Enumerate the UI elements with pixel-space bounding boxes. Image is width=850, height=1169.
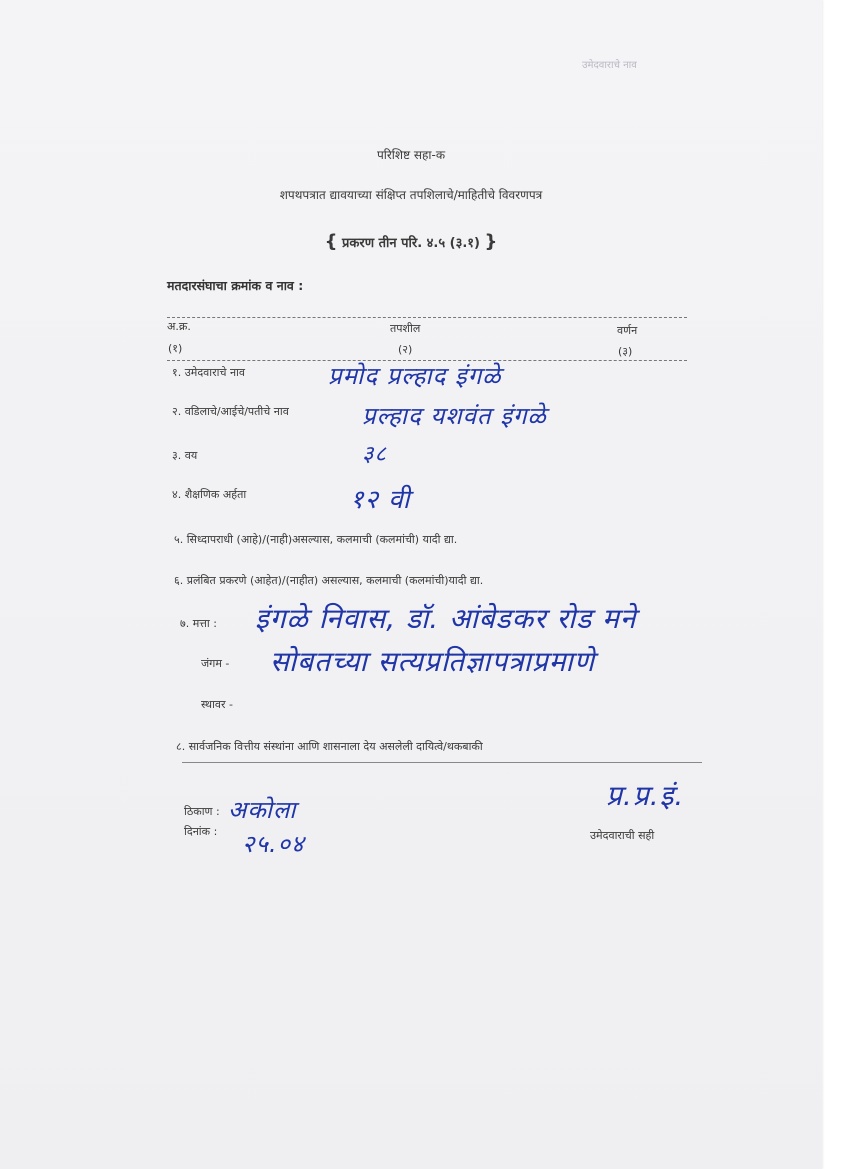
candidate-name-label: १. उमेदवाराचे नाव	[172, 366, 246, 379]
col-details-header: तपशील	[390, 322, 421, 335]
place-label: ठिकाण :	[184, 805, 220, 818]
liabilities-rule	[182, 762, 702, 763]
place-value: अकोला	[228, 796, 297, 824]
faint-note: उमेदवाराचे नाव	[582, 60, 637, 71]
brace-open: {	[324, 231, 338, 252]
liabilities-label: ८. सार्वजनिक वित्तीय संस्थांना आणि शासनाला देय असलेली दायित्वे/थकबाकी	[176, 740, 483, 753]
col-serial-header: अ.क्र.	[167, 320, 191, 333]
header-rule-top	[167, 317, 687, 318]
date-value: २५.०४	[242, 830, 305, 858]
appendix-title: परिशिष्ट सहा-क	[376, 148, 446, 162]
assets-value: इंगळे निवास, डॉ. आंबेडकर रोड मने	[255, 602, 637, 635]
parent-name-value: प्रल्हाद यशवंत इंगळे	[362, 402, 547, 430]
col-description-number: (३)	[618, 345, 633, 358]
assets-label: ७. मत्ता :	[180, 617, 217, 630]
reference-line	[0, 231, 822, 252]
candidate-name-value: प्रमोद प्रल्हाद इंगळे	[328, 362, 502, 390]
education-value: १२ वी	[350, 485, 411, 515]
age-value: ३८	[362, 442, 387, 467]
signature-label: उमेदवाराची सही	[590, 829, 655, 842]
movable-assets-value: सोबतच्या सत्यप्रतिज्ञापत्राप्रमाणे	[270, 645, 596, 678]
form-title: शपथपत्रात द्यावयाच्या संक्षिप्त तपशिलाचे/माहितीचे विवरणपत्र	[279, 188, 543, 202]
movable-assets-label: जंगम -	[201, 657, 230, 670]
brace-close: }	[484, 231, 498, 252]
convicted-label: ५. सिध्दापराधी (आहे)/(नाही)असल्यास, कलमाची (कलमांची) यादी द्या.	[174, 533, 458, 546]
candidate-signature: प्र.प्र.इं.	[606, 779, 685, 812]
age-label: ३. वय	[172, 449, 198, 462]
header-rule-bottom	[167, 360, 687, 361]
education-label: ४. शैक्षणिक अर्हता	[172, 488, 247, 501]
pending-cases-label: ६. प्रलंबित प्रकरणे (आहेत)/(नाहीत) असल्यास, कलमाची (कलमांची)यादी द्या.	[174, 574, 484, 587]
col-serial-number: (१)	[168, 342, 183, 355]
constituency-label: मतदारसंघाचा क्रमांक व नाव :	[167, 278, 304, 293]
reference-text: प्रकरण तीन परि. ४.५ (३.१)	[342, 236, 480, 251]
immovable-assets-label: स्थावर -	[201, 698, 234, 711]
col-details-number: (२)	[398, 343, 413, 356]
parent-name-label: २. वडिलाचे/आईचे/पतीचे नाव	[172, 405, 289, 418]
date-label: दिनांक :	[184, 825, 218, 838]
col-description-header: वर्णन	[617, 324, 638, 337]
